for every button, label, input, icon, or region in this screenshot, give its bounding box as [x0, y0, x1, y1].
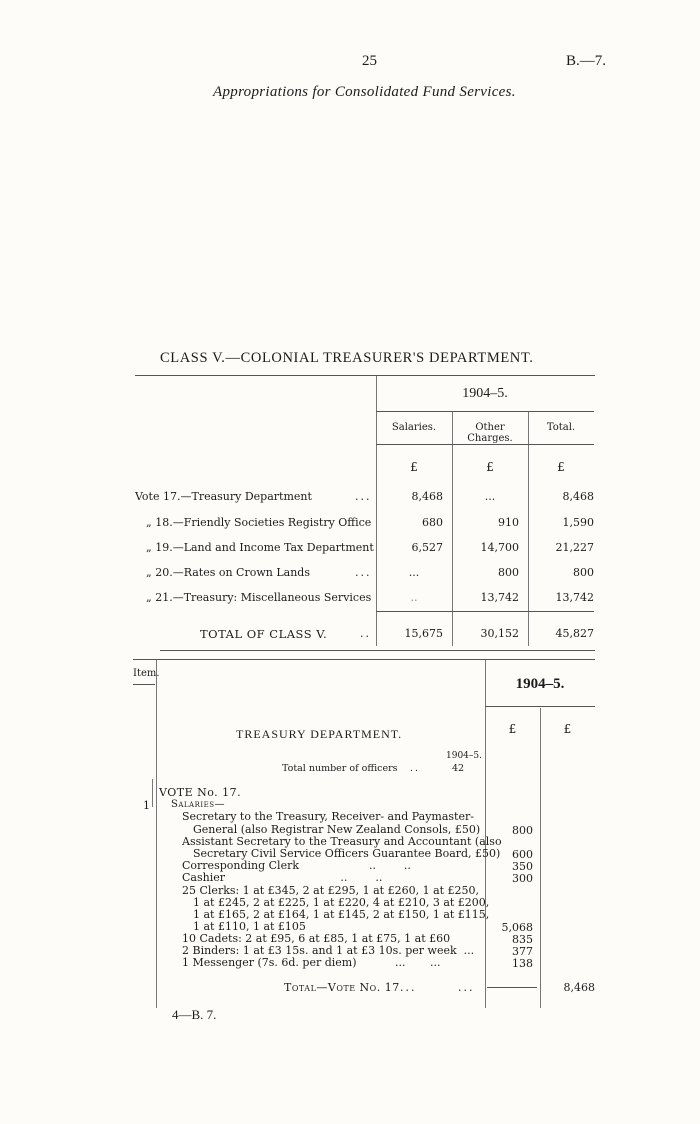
currency-salaries: £ [410, 460, 418, 474]
salary-line: Cashier .. .. [182, 871, 383, 884]
rule-col-a [376, 376, 377, 646]
vote-total-dots: ... [400, 981, 417, 994]
item-column-header: Item. [133, 668, 160, 679]
rule-item-under [133, 684, 155, 685]
officers-year: 1904–5. [446, 751, 482, 761]
summary-row-other: 14,700 [480, 541, 519, 554]
officers-count: 42 [452, 763, 465, 774]
summary-row-other: 800 [498, 566, 519, 579]
page-subtitle: Appropriations for Consolidated Fund Services. [213, 84, 516, 100]
vote-total-dots-2: ... [458, 981, 475, 994]
salary-line: Assistant Secretary to the Treasury and Accountant (also [182, 835, 502, 848]
summary-row-label: „ 21.—Treasury: Miscellaneous Services [146, 591, 372, 604]
summary-row-other: ... [484, 490, 496, 503]
summary-row-label: „ 20.—Rates on Crown Lands [146, 566, 310, 579]
salary-line: 1 at £165, 2 at £164, 1 at £145, 2 at £150, 1 at £115, [193, 908, 490, 921]
salary-line: Secretary to the Treasury, Receiver- and Paymaster- [182, 810, 474, 823]
summary-year: 1904–5. [462, 386, 508, 401]
summary-total-label: TOTAL OF CLASS V. [200, 627, 328, 641]
rule-total-col [540, 708, 541, 1008]
vote-total-amount: 8,468 [563, 981, 595, 994]
salary-amount: 350 [512, 860, 533, 873]
signature-mark: 4—B. 7. [172, 1007, 217, 1022]
summary-row-salaries: 6,527 [411, 541, 443, 554]
rule-detail-top [133, 659, 595, 660]
summary-row-total: 21,227 [555, 541, 594, 554]
summary-row-total: 8,468 [562, 490, 594, 503]
summary-row-other: 910 [498, 516, 519, 529]
rule-item-col [156, 660, 157, 1008]
salary-line: 10 Cadets: 2 at £95, 6 at £85, 1 at £75, 1 at £60 [182, 932, 451, 945]
currency-other: £ [486, 460, 494, 474]
officers-dots: .. [410, 763, 421, 774]
salary-line: 2 Binders: 1 at £3 15s. and 1 at £3 10s. per week ... [182, 944, 475, 957]
detail-currency-2: £ [563, 722, 572, 736]
summary-row-salaries: 680 [422, 516, 443, 529]
summary-row-salaries: .. [410, 591, 418, 604]
rule-before-total [376, 611, 594, 612]
summary-total-total: 45,827 [555, 627, 594, 640]
vote-total-label: Total—Vote No. 17 [284, 981, 400, 994]
summary-row-label: „ 19.—Land and Income Tax Department [146, 541, 374, 554]
summary-total-other: 30,152 [480, 627, 519, 640]
rule-summary-bottom [160, 650, 595, 651]
summary-row-dots: ... [355, 490, 372, 503]
summary-row-total: 1,590 [562, 516, 594, 529]
col-header-total: Total. [546, 422, 576, 433]
col-header-salaries: Salaries. [391, 422, 437, 433]
currency-total: £ [557, 460, 565, 474]
summary-row-salaries: ... [408, 566, 420, 579]
summary-total-salaries: 15,675 [404, 627, 443, 640]
document-reference: B.—7. [566, 53, 607, 69]
rule-colheaders [376, 444, 594, 445]
salary-amount: 138 [512, 957, 533, 970]
salary-amount: 600 [512, 848, 533, 861]
summary-row-total: 800 [573, 566, 594, 579]
department-heading: TREASURY DEPARTMENT. [236, 727, 403, 741]
rule-detail-year [485, 706, 595, 707]
salary-amount: 300 [512, 872, 533, 885]
vote-heading: VOTE No. 17. [159, 786, 242, 799]
summary-row-label: „ 18.—Friendly Societies Registry Office [146, 516, 372, 529]
class-title: CLASS V.—COLONIAL TREASURER'S DEPARTMENT. [160, 350, 534, 366]
salary-amount: 800 [512, 824, 533, 837]
col-header-other: Other Charges. [467, 422, 513, 444]
summary-row-other: 13,742 [480, 591, 519, 604]
summary-row-salaries: 8,468 [411, 490, 443, 503]
page-number: 25 [362, 53, 377, 69]
summary-row-dots: ... [355, 566, 372, 579]
summary-total-dots: .. [360, 627, 371, 640]
salaries-heading: Salaries— [171, 799, 226, 810]
rule-top [135, 375, 595, 376]
salary-amount: 5,068 [501, 921, 533, 934]
rule-vote-total [487, 987, 537, 988]
salary-line: 25 Clerks: 1 at £345, 2 at £295, 1 at £260, 1 at £250, [182, 884, 480, 897]
summary-row-label: Vote 17.—Treasury Department [135, 490, 312, 503]
salary-line: Secretary Civil Service Officers Guarantee Board, £50) [193, 847, 501, 860]
officers-label: Total number of officers [282, 763, 398, 774]
summary-row-total: 13,742 [555, 591, 594, 604]
salary-line: 1 at £245, 2 at £225, 1 at £220, 4 at £210, 3 at £200, [193, 896, 490, 909]
salary-line: 1 at £110, 1 at £105 [193, 920, 306, 933]
rule-year [376, 411, 594, 412]
salary-line: Corresponding Clerk .. .. [182, 859, 411, 872]
salary-amount: 377 [512, 945, 533, 958]
salary-amount: 835 [512, 933, 533, 946]
salary-line: 1 Messenger (7s. 6d. per diem) ... ... [182, 956, 441, 969]
item-number: 1 [143, 799, 150, 812]
salary-line: General (also Registrar New Zealand Consols, £50) [193, 823, 481, 836]
detail-year: 1904–5. [515, 676, 565, 692]
rule-vote-bracket [152, 779, 153, 807]
detail-currency-1: £ [508, 722, 517, 736]
